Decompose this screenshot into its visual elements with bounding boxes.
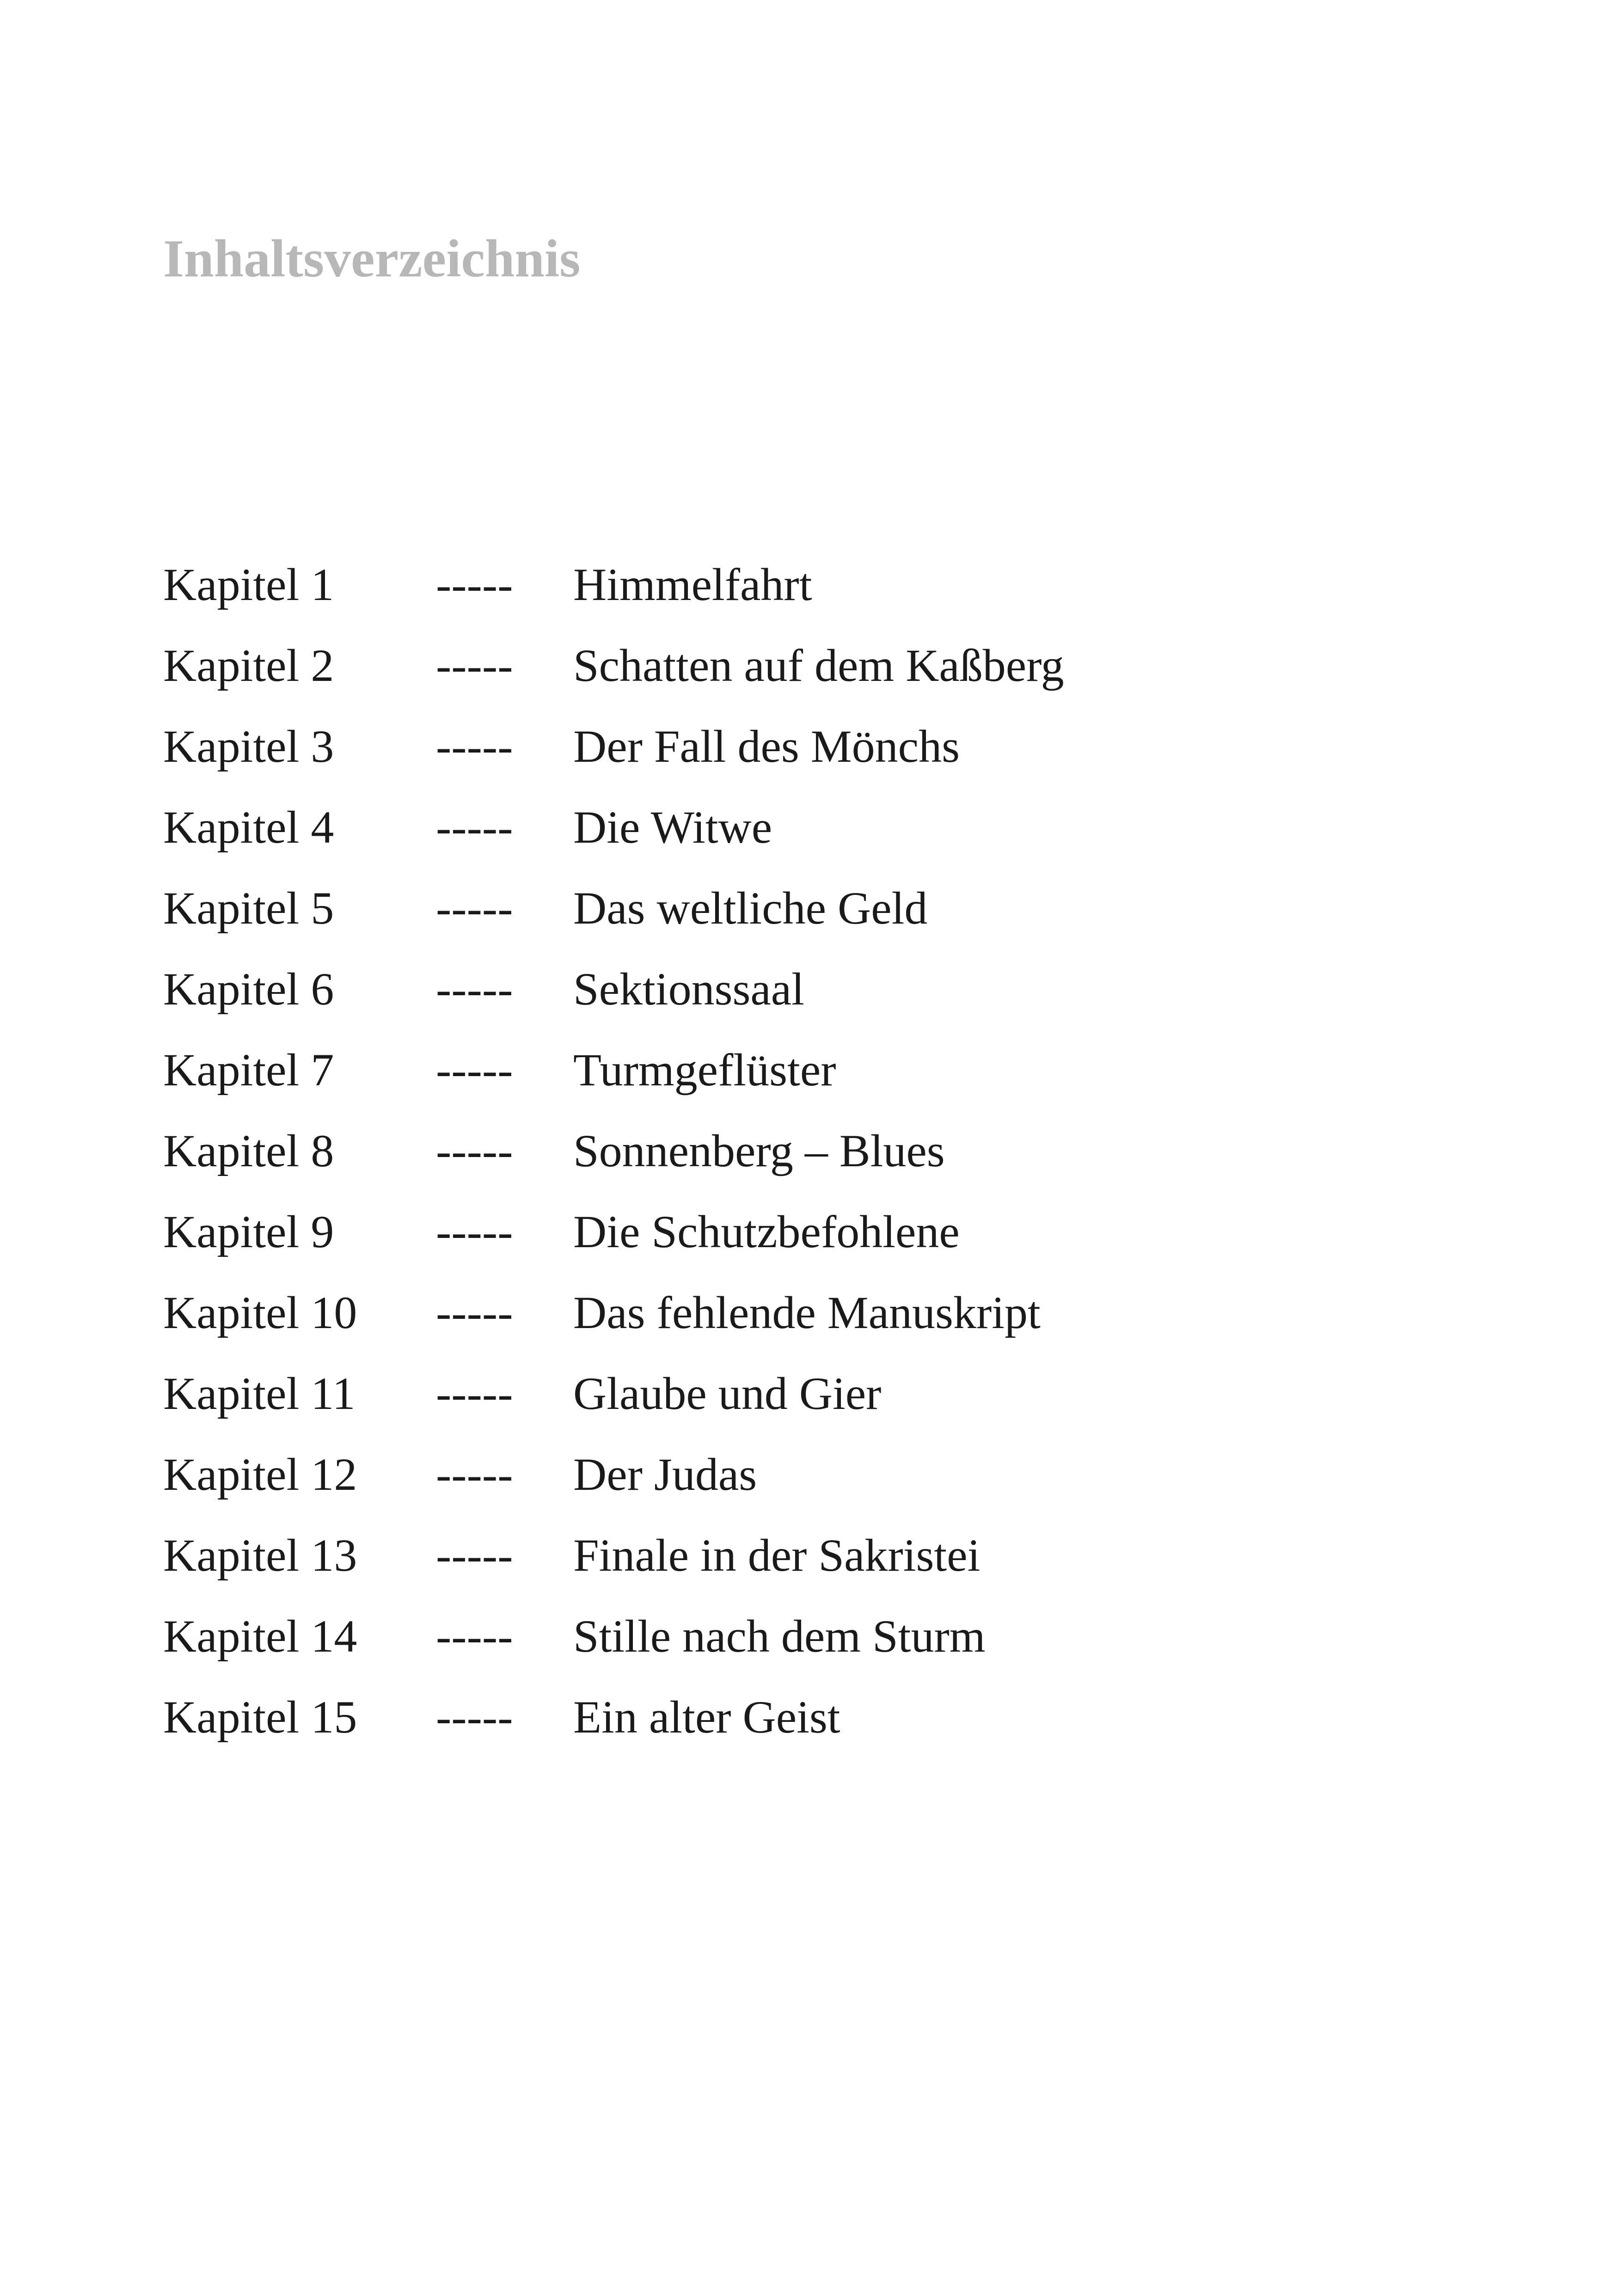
chapter-separator: ----- <box>436 1287 513 1338</box>
toc-entry <box>163 550 1550 631</box>
chapter-separator: ----- <box>436 963 513 1015</box>
chapter-separator: ----- <box>436 721 513 772</box>
chapter-number: Kapitel 13 <box>163 1530 357 1581</box>
toc-entry <box>163 1440 1550 1521</box>
chapter-title: Finale in der Sakristei <box>573 1530 981 1581</box>
chapter-number: Kapitel 8 <box>163 1125 334 1176</box>
toc-entry <box>163 1035 1550 1116</box>
toc-entry <box>163 1359 1550 1440</box>
toc-entry <box>163 874 1550 955</box>
toc-entry <box>163 1683 1550 1763</box>
chapter-title: Glaube und Gier <box>573 1368 882 1419</box>
chapter-title: Sonnenberg – Blues <box>573 1125 945 1176</box>
toc-entry <box>163 1197 1550 1278</box>
toc-entry <box>163 1116 1550 1197</box>
toc-entry <box>163 793 1550 874</box>
toc-list <box>163 550 1550 1763</box>
chapter-number: Kapitel 5 <box>163 882 334 934</box>
chapter-title: Turmgeflüster <box>573 1044 836 1096</box>
toc-entry <box>163 955 1550 1035</box>
chapter-title: Der Fall des Mönchs <box>573 721 960 772</box>
chapter-separator: ----- <box>436 1449 513 1500</box>
chapter-separator: ----- <box>436 1691 513 1743</box>
chapter-title: Die Witwe <box>573 802 772 853</box>
chapter-separator: ----- <box>436 1610 513 1662</box>
toc-entry <box>163 1521 1550 1602</box>
chapter-separator: ----- <box>436 882 513 934</box>
chapter-separator: ----- <box>436 1044 513 1096</box>
chapter-number: Kapitel 6 <box>163 963 334 1015</box>
toc-entry <box>163 712 1550 793</box>
chapter-separator: ----- <box>436 559 513 610</box>
chapter-separator: ----- <box>436 1368 513 1419</box>
chapter-number: Kapitel 14 <box>163 1610 357 1662</box>
chapter-title: Das fehlende Manuskript <box>573 1287 1041 1338</box>
chapter-title: Himmelfahrt <box>573 559 812 610</box>
chapter-separator: ----- <box>436 1206 513 1257</box>
chapter-number: Kapitel 2 <box>163 640 334 691</box>
chapter-separator: ----- <box>436 1530 513 1581</box>
chapter-separator: ----- <box>436 802 513 853</box>
chapter-separator: ----- <box>436 640 513 691</box>
chapter-number: Kapitel 7 <box>163 1044 334 1096</box>
chapter-number: Kapitel 3 <box>163 721 334 772</box>
toc-entry <box>163 631 1550 712</box>
chapter-title: Das weltliche Geld <box>573 882 928 934</box>
chapter-title: Ein alter Geist <box>573 1691 840 1743</box>
chapter-separator: ----- <box>436 1125 513 1176</box>
toc-entry <box>163 1278 1550 1359</box>
chapter-title: Sektionssaal <box>573 963 804 1015</box>
chapter-number: Kapitel 10 <box>163 1287 357 1338</box>
chapter-number: Kapitel 9 <box>163 1206 334 1257</box>
chapter-title: Stille nach dem Sturm <box>573 1610 986 1662</box>
chapter-number: Kapitel 11 <box>163 1368 355 1419</box>
chapter-title: Die Schutzbefohlene <box>573 1206 960 1257</box>
chapter-number: Kapitel 15 <box>163 1691 357 1743</box>
chapter-number: Kapitel 1 <box>163 559 334 610</box>
chapter-title: Der Judas <box>573 1449 757 1500</box>
chapter-title: Schatten auf dem Kaßberg <box>573 640 1064 691</box>
chapter-number: Kapitel 4 <box>163 802 334 853</box>
toc-heading: Inhaltsverzeichnis <box>163 229 581 288</box>
toc-entry <box>163 1602 1550 1683</box>
chapter-number: Kapitel 12 <box>163 1449 357 1500</box>
